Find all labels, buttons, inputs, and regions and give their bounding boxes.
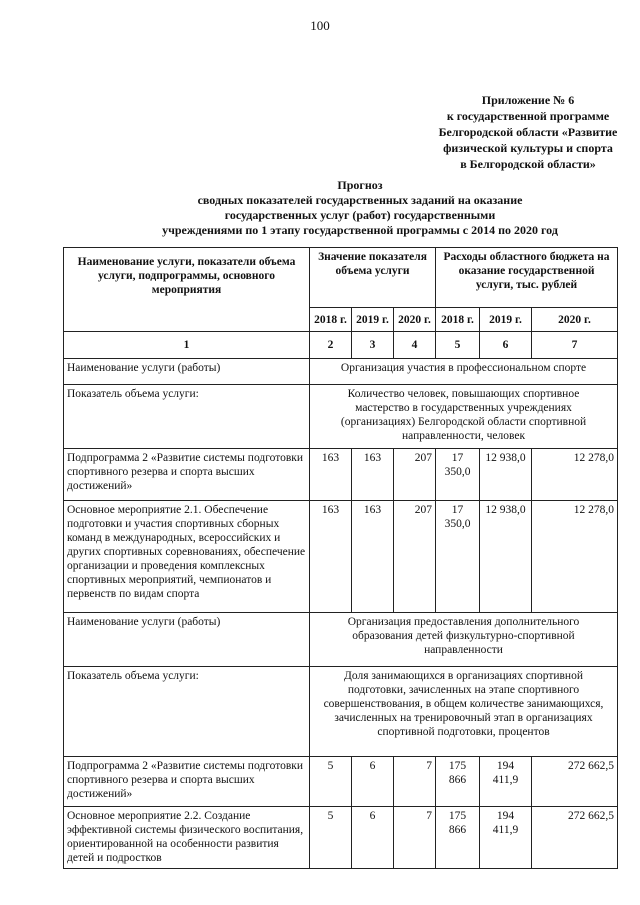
title-line: Прогноз [337, 178, 383, 192]
table-row [64, 385, 618, 449]
row-label: Подпрограмма 2 «Развитие системы подготовки спортивного резерва и спорта высших достижений» [64, 449, 310, 501]
value-cell: 175 866 [436, 757, 480, 807]
year-header: 2020 г. [532, 308, 618, 332]
page-number: 100 [310, 18, 330, 33]
column-number: 2 [310, 332, 352, 359]
column-numbers-row [64, 332, 618, 359]
title-line: учреждениями по 1 этапу государственной программы с 2014 по 2020 год [162, 223, 558, 237]
column-number: 4 [394, 332, 436, 359]
volume-indicator-cell: Доля занимающихся в организациях спортивной подготовки, зачисленных на этапе спортивного совершенствования, в общем количестве занимающихся, зачисленных на тренировочный этап в организациях спортивной подготовки, процентов [310, 667, 618, 757]
value-cell: 17 350,0 [436, 501, 480, 613]
table-row [64, 613, 618, 667]
year-header: 2018 г. [310, 308, 352, 332]
document-title [140, 178, 580, 238]
year-header: 2020 г. [394, 308, 436, 332]
value-cell: 5 [310, 757, 352, 807]
value-cell: 163 [352, 449, 394, 501]
column-number: 5 [436, 332, 480, 359]
appendix-line: в Белгородской области» [460, 157, 596, 171]
value-cell: 12 938,0 [480, 501, 532, 613]
value-cell: 194 411,9 [480, 757, 532, 807]
value-cell: 17 350,0 [436, 449, 480, 501]
title-line: сводных показателей государственных заданий на оказание [197, 193, 523, 207]
value-cell: 5 [310, 807, 352, 869]
year-header: 2019 г. [480, 308, 532, 332]
value-cell: 12 278,0 [532, 501, 618, 613]
service-name-cell: Организация участия в профессиональном спорте [310, 359, 618, 385]
volume-indicator-cell: Количество человек, повышающих спортивное мастерство в государственных учреждениях (организациях) Белгородской области спортивной направленности, человек [310, 385, 618, 449]
appendix-line: физической культуры и спорта [443, 141, 613, 155]
value-cell: 12 278,0 [532, 449, 618, 501]
row-label: Основное мероприятие 2.1. Обеспечение подготовки и участия спортивных сборных команд в международных, всероссийских и других спортивных соревнованиях, обеспечение организации и проведения комплексных спортивных мероприятий, чемпионатов и первенств по видам спорта [64, 501, 310, 613]
column-number: 1 [64, 332, 310, 359]
appendix-note [430, 92, 626, 172]
row-label: Основное мероприятие 2.2. Создание эффективной системы физического воспитания, ориентированной на особенности развития детей и подростков [64, 807, 310, 869]
header-volume-group: Значение показателя объема услуги [310, 248, 436, 308]
appendix-line: Приложение № 6 [481, 93, 575, 107]
appendix-line: Белгородской области «Развитие [438, 125, 618, 139]
value-cell: 163 [310, 449, 352, 501]
header-row [64, 248, 618, 308]
row-label: Подпрограмма 2 «Развитие системы подготовки спортивного резерва и спорта высших достижений» [64, 757, 310, 807]
header-service-name: Наименование услуги, показатели объема услуги, подпрограммы, основного мероприятия [64, 248, 310, 332]
value-cell: 207 [394, 449, 436, 501]
table-row [64, 359, 618, 385]
forecast-table [63, 247, 618, 869]
year-header: 2018 г. [436, 308, 480, 332]
table-row [64, 667, 618, 757]
row-label: Показатель объема услуги: [64, 385, 310, 449]
row-label: Показатель объема услуги: [64, 667, 310, 757]
header-budget-group: Расходы областного бюджета на оказание государственной услуги, тыс. рублей [436, 248, 618, 308]
value-cell: 7 [394, 807, 436, 869]
title-line: государственных услуг (работ) государственными [224, 208, 496, 222]
value-cell: 272 662,5 [532, 807, 618, 869]
value-cell: 194 411,9 [480, 807, 532, 869]
table-row [64, 449, 618, 501]
value-cell: 163 [310, 501, 352, 613]
service-name-cell: Организация предоставления дополнительного образования детей физкультурно-спортивной направленности [310, 613, 618, 667]
value-cell: 7 [394, 757, 436, 807]
column-number: 3 [352, 332, 394, 359]
column-number: 6 [480, 332, 532, 359]
value-cell: 6 [352, 757, 394, 807]
value-cell: 12 938,0 [480, 449, 532, 501]
row-label: Наименование услуги (работы) [64, 359, 310, 385]
value-cell: 272 662,5 [532, 757, 618, 807]
row-label: Наименование услуги (работы) [64, 613, 310, 667]
value-cell: 6 [352, 807, 394, 869]
value-cell: 207 [394, 501, 436, 613]
table-row [64, 807, 618, 869]
value-cell: 163 [352, 501, 394, 613]
table-row [64, 757, 618, 807]
year-header: 2019 г. [352, 308, 394, 332]
column-number: 7 [532, 332, 618, 359]
appendix-line: к государственной программе [446, 109, 610, 123]
table-row [64, 501, 618, 613]
value-cell: 175 866 [436, 807, 480, 869]
